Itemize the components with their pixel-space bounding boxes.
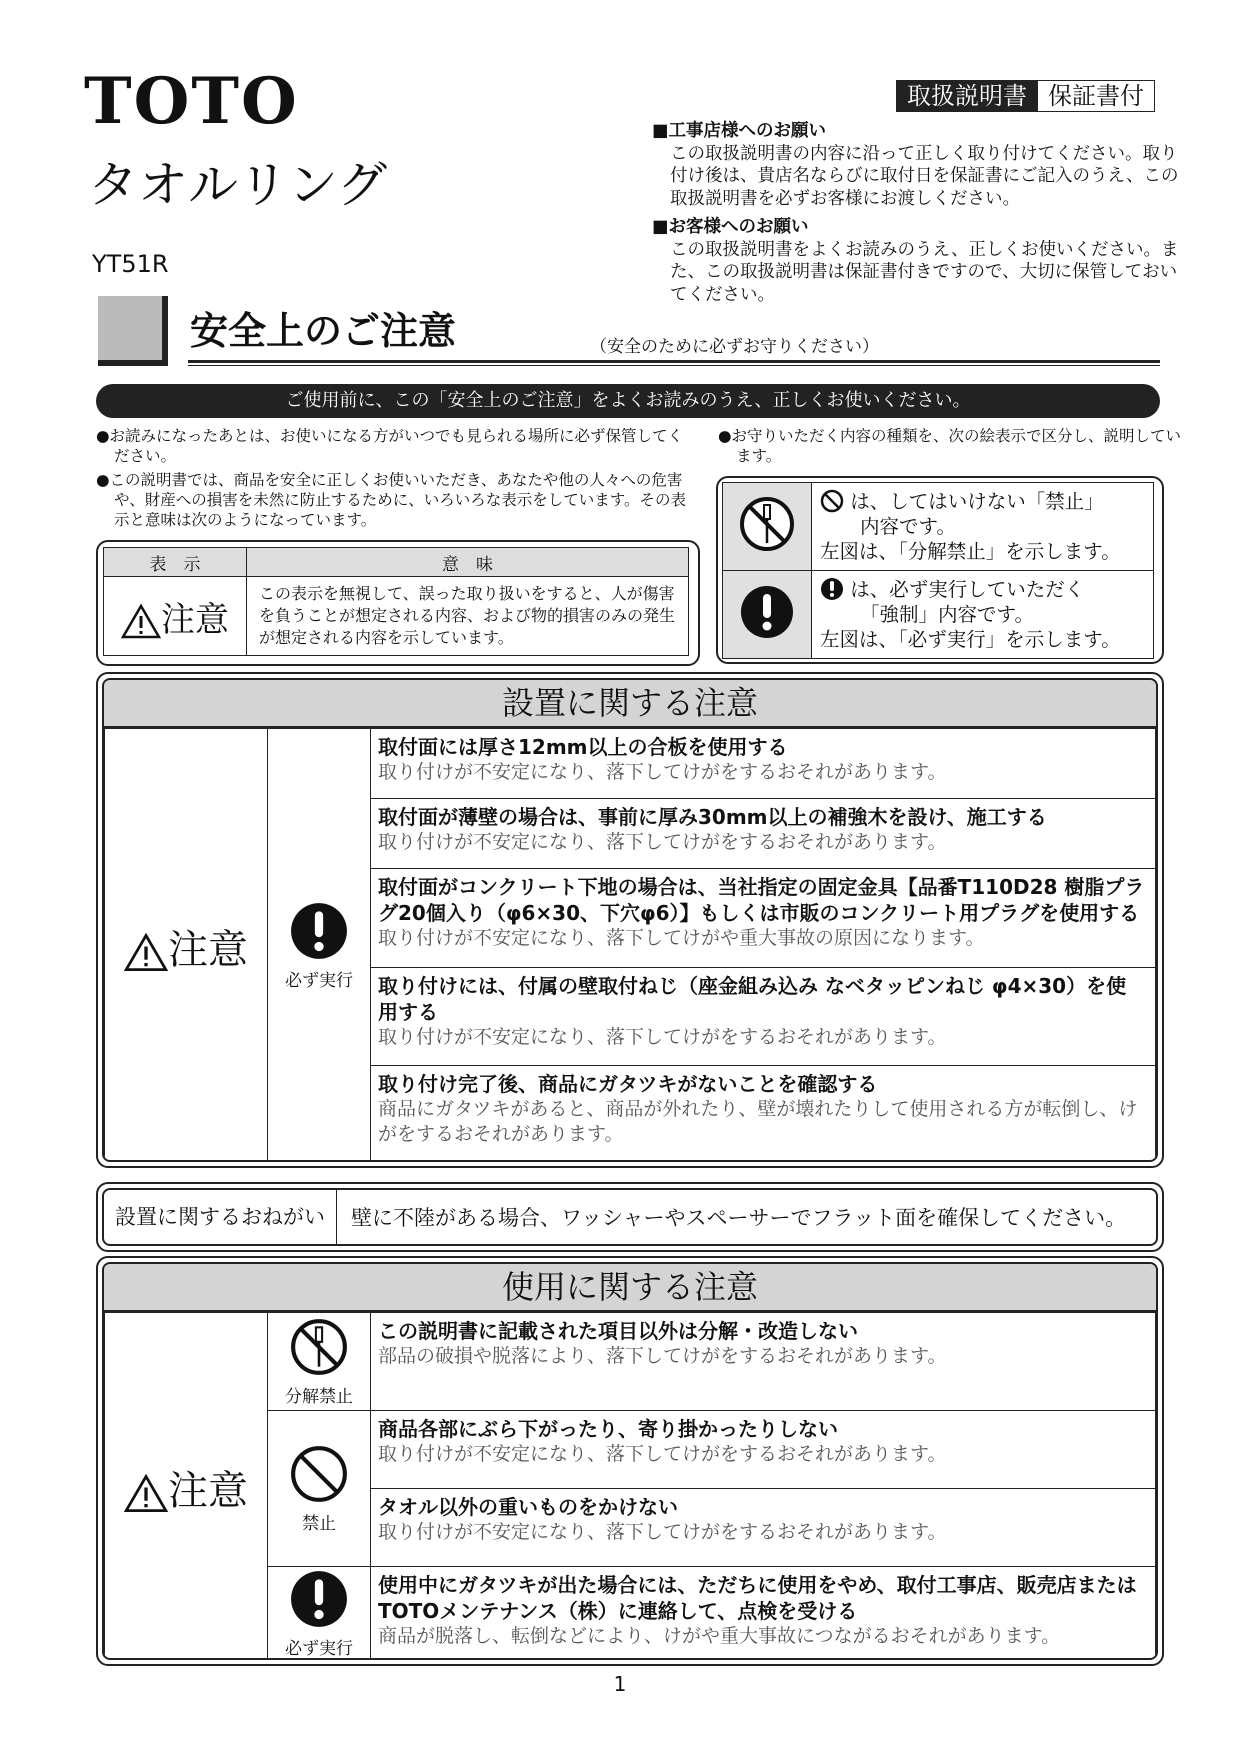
usage-row-title: この説明書に記載された項目以外は分解・改造しない — [378, 1319, 858, 1343]
safety-note-2: ●この説明書では、商品を安全に正しくお使いいただき、あなたや他の人々への危害や、財産への損害を未然に防止するために、いろいろな表示をしています。その表示と意味は次のようになっています。 — [96, 471, 686, 529]
document-tags — [896, 80, 1155, 112]
mandatory-line-3: 左図は、「必ず実行」を示します。 — [820, 628, 1121, 651]
install-row-title: 取り付けには、付属の壁取付ねじ（座金組み込み なベタッピンねじ φ4×30）を使用する — [378, 973, 1127, 1024]
usage-row-desc: 部品の破損や脱落により、落下してけがをするおそれがあります。 — [378, 1345, 947, 1367]
install-caution-label-cell — [105, 729, 268, 1163]
install-request-text: 壁に不陸がある場合、ワッシャーやスペーサーでフラット面を確保してください。 — [351, 1206, 1127, 1230]
usage-row — [371, 1411, 1156, 1489]
usage-mandatory-cell — [268, 1567, 371, 1661]
mandatory-small-icon — [820, 577, 844, 601]
usage-row-desc: 商品が脱落し、転倒などにより、けがや重大事故につながるおそれがあります。 — [378, 1625, 1061, 1647]
prohibit-description — [812, 483, 1154, 571]
heading-square-icon — [98, 296, 168, 366]
usage-row-title: タオル以外の重いものをかけない — [378, 1495, 678, 1519]
install-row — [371, 799, 1156, 869]
usage-row-desc: 取り付けが不安定になり、落下してけがをするおそれがあります。 — [378, 1521, 947, 1543]
customer-body: この取扱説明書をよくお読みのうえ、正しくお使いください。また、この取扱説明書は保証書付きですので、大切に保管しておいてください。 — [670, 239, 1179, 305]
product-name: タオルリング — [88, 156, 387, 214]
installer-heading: ■工事店様へのお願い — [652, 121, 827, 141]
prohibit-line-1: は、してはいけない「禁止」 — [850, 490, 1104, 513]
usage-caution-label: 注意 — [168, 1467, 248, 1514]
usage-row — [371, 1313, 1156, 1411]
safety-note-3: ●お守りいただく内容の種類を、次の絵表示で区分し、説明しています。 — [718, 427, 1182, 465]
brand-logo: TOTO — [84, 64, 299, 139]
install-row-title: 取付面が薄壁の場合は、事前に厚み30mm以上の補強木を設け、施工する — [378, 805, 1047, 830]
usage-prohibit-label: 禁止 — [302, 1513, 336, 1534]
usage-prohibit-cell — [268, 1411, 371, 1567]
mandatory-icon — [738, 583, 796, 641]
usage-row — [371, 1567, 1156, 1661]
warning-triangle-icon — [124, 932, 168, 972]
no-disassembly-icon — [289, 1317, 349, 1377]
install-request-label: 設置に関するおねがい — [104, 1190, 337, 1244]
mandatory-line-2: 「強制」内容です。 — [860, 603, 1034, 626]
mandatory-description — [812, 571, 1154, 659]
mandatory-line-1: は、必ず実行していただく — [850, 578, 1085, 601]
install-mandatory-label: 必ず実行 — [285, 971, 353, 991]
safety-rule — [188, 360, 1160, 366]
safety-banner: ご使用前に、この「安全上のご注意」をよくお読みのうえ、正しくお使いください。 — [96, 384, 1160, 418]
installer-body: この取扱説明書の内容に沿って正しく取り付けてください。取り付け後は、貴店名ならびに取付日を保証書にご記入のうえ、この取扱説明書を必ずお客様にお渡しください。 — [670, 143, 1179, 209]
install-request-box — [96, 1182, 1164, 1252]
install-row-desc: 取り付けが不安定になり、落下してけがをするおそれがあります。 — [378, 761, 947, 783]
safety-note-1: ●お読みになったあとは、お使いになる方がいつでも見られる場所に必ず保管してください。 — [96, 427, 684, 465]
no-disassembly-icon — [738, 495, 796, 553]
requests-block — [652, 120, 1192, 312]
install-row — [371, 1066, 1156, 1162]
legend-box — [96, 540, 700, 666]
page-number: 1 — [613, 1672, 627, 1696]
install-caution-title: 設置に関する注意 — [104, 680, 1156, 728]
usage-caution-title: 使用に関する注意 — [104, 1264, 1156, 1312]
customer-heading: ■お客様へのお願い — [652, 217, 809, 237]
usage-mandatory-label: 必ず実行 — [285, 1639, 353, 1659]
prohibit-icon — [289, 1444, 349, 1504]
legend-caution-cell — [104, 577, 247, 656]
install-row-desc: 商品にガタツキがあると、商品が外れたり、壁が壊れたりして使用される方が転倒し、けがをするおそれがあります。 — [378, 1098, 1138, 1146]
install-row-desc: 取り付けが不安定になり、落下してけがをするおそれがあります。 — [378, 831, 947, 854]
legend-caution-meaning: この表示を無視して、誤った取り扱いをすると、人が傷害を負うことが想定される内容、および物的損害のみの発生が想定される内容を示しています。 — [247, 577, 689, 656]
usage-disassemble-label: 分解禁止 — [285, 1386, 353, 1407]
prohibit-line-3: 左図は、「分解禁止」を示します。 — [820, 540, 1121, 563]
install-mandatory-cell — [268, 729, 371, 1163]
legend-caution-label: 注意 — [161, 599, 229, 640]
model-number: YT51R — [92, 250, 169, 278]
tag-manual: 取扱説明書 — [897, 81, 1037, 111]
install-row-title: 取り付け完了後、商品にガタツキがないことを確認する — [378, 1072, 878, 1097]
usage-row-title: 使用中にガタツキが出た場合には、ただちに使用をやめ、取付工事店、販売店またはTOTOメンテナンス（株）に連絡して、点検を受ける — [378, 1573, 1137, 1623]
install-row — [371, 729, 1156, 799]
prohibit-icon — [820, 489, 844, 513]
usage-disassemble-cell — [268, 1313, 371, 1411]
mandatory-cell — [723, 571, 812, 659]
prohibit-line-2: 内容です。 — [860, 515, 956, 538]
install-row-title: 取付面には厚さ12mm以上の合板を使用する — [378, 735, 788, 759]
usage-row-desc: 取り付けが不安定になり、落下してけがをするおそれがあります。 — [378, 1443, 947, 1465]
symbols-box — [716, 476, 1164, 664]
mandatory-icon — [289, 1569, 349, 1629]
usage-caution-label-cell — [105, 1313, 268, 1661]
install-row-desc: 取り付けが不安定になり、落下してけがや重大事故の原因になります。 — [378, 927, 985, 950]
tag-warranty: 保証書付 — [1037, 81, 1154, 111]
mandatory-icon — [289, 901, 349, 961]
install-row — [371, 967, 1156, 1066]
install-row-desc: 取り付けが不安定になり、落下してけがをするおそれがあります。 — [378, 1025, 947, 1048]
install-row — [371, 869, 1156, 968]
install-row-title: 取付面がコンクリート下地の場合は、当社指定の固定金具【品番T110D28 樹脂プラグ20個入り（φ6×30、下穴φ6）】もしくは市販のコンクリート用プラグを使用する — [378, 875, 1145, 926]
usage-caution-section — [96, 1256, 1164, 1666]
warning-triangle-icon — [124, 1473, 168, 1513]
safety-title: 安全上のご注意 — [190, 309, 457, 353]
safety-subtitle: （安全のために必ずお守りください） — [590, 337, 879, 357]
safety-notes — [96, 426, 694, 534]
install-caution-section — [96, 672, 1164, 1168]
usage-row-title: 商品各部にぶら下がったり、寄り掛かったりしない — [378, 1417, 838, 1441]
disassemble-prohibited-cell — [723, 483, 812, 571]
warning-triangle-icon — [121, 603, 161, 639]
usage-row — [371, 1489, 1156, 1567]
install-caution-label: 注意 — [168, 926, 248, 973]
safety-heading — [98, 296, 1160, 366]
legend-col-meaning: 意 味 — [247, 548, 689, 577]
legend-col-display: 表 示 — [104, 548, 247, 577]
